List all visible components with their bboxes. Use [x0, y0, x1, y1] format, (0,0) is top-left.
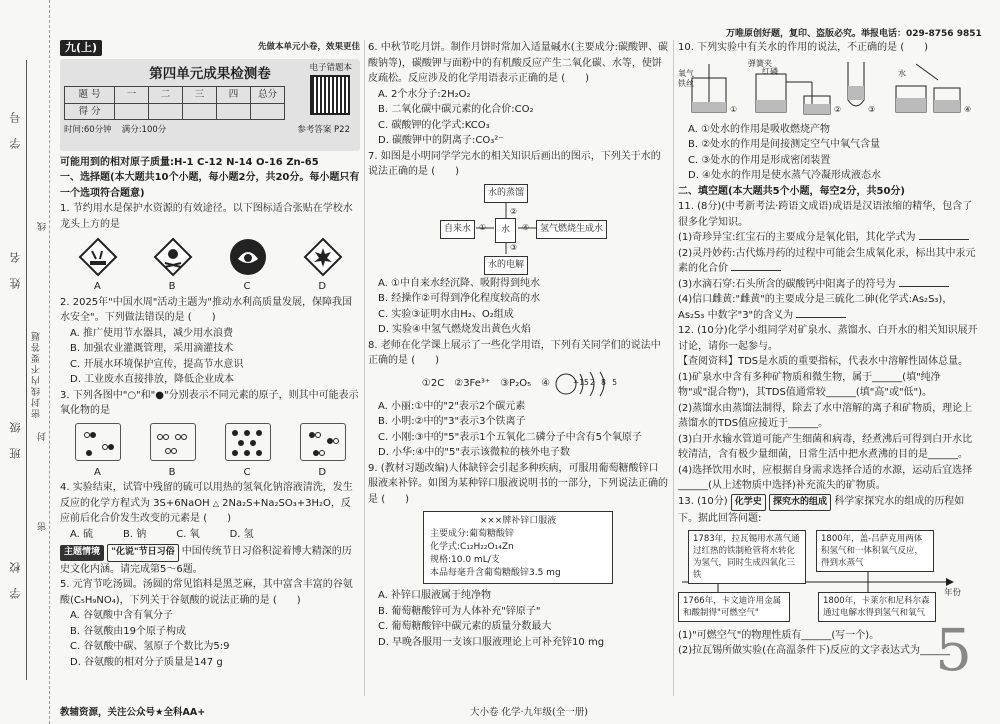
q9-option[interactable]: B. 葡萄糖酸锌可为人体补充"锌原子": [378, 605, 541, 617]
timeline-event: 1766年，卡文迪许用金属和酸制得"可燃空气": [678, 592, 790, 622]
q8-option[interactable]: C. 小刚:③中的"5"表示1个五氧化二磷分子中含有5个氧原子: [378, 431, 642, 443]
score-col: 一: [115, 87, 149, 104]
atom-shell-label: 2 8 5: [590, 377, 620, 387]
answer-blank[interactable]: [796, 308, 846, 318]
q5-option[interactable]: A. 谷氨酸中含有氧分子: [70, 610, 174, 621]
marker: ②: [834, 104, 842, 114]
label-xuehao: 学 号: [9, 110, 22, 149]
node-water: 水: [495, 218, 516, 244]
question-10: [678, 40, 978, 184]
q3-stem: 3. 下列各图中"○"和"●"分别表示不同元素的原子，则其中可能表示氧化物的是: [60, 389, 359, 416]
timeline-event: 1800年，卡莱尔和尼科尔森通过电解水得到氢气和氧气: [818, 592, 936, 622]
seal-warning: 密封线内不要答题: [32, 330, 42, 418]
exam-time: 时间:60分钟: [64, 125, 112, 135]
label-xingming: 姓 名: [9, 250, 22, 289]
molecule-diagram-d: [300, 423, 346, 461]
q13-tag-topic: 探究水的组成: [769, 494, 831, 512]
q8-formulas: ①2C ②3Fe³⁺ ③P₂O₅ ④: [421, 377, 551, 389]
node-tap-water: 自来水: [440, 220, 475, 240]
q2-option[interactable]: D. 工业废水直接排放，降低企业成本: [70, 374, 235, 385]
molecule-diagram-b: [150, 423, 196, 461]
q11-line: (1)奇珍异宝:红宝石的主要成分是氧化铝，其化学式为: [678, 230, 978, 246]
column-divider: [673, 40, 674, 696]
theme-block: [60, 544, 360, 577]
binding-margin: [0, 0, 50, 724]
score-cell[interactable]: [115, 103, 149, 120]
question-3: [60, 388, 360, 481]
timeline-event: 1783年，拉瓦锡用水蒸气通过红热的铁制枪管将水转化为氢气，同时生成四氧化三铁: [688, 530, 806, 584]
question-9: [368, 461, 668, 651]
label-line: 规格:10.0 mL/支: [430, 555, 500, 565]
marker: ①: [479, 222, 487, 232]
label-xuexiao: 学 校: [9, 560, 22, 599]
q10-option[interactable]: B. ②处水的作用是间接测定空气中氧气含量: [688, 139, 881, 150]
explosive-hazard-icon: [301, 235, 345, 279]
q1-option-letter[interactable]: B: [168, 281, 176, 292]
answer-paren[interactable]: ( ): [187, 312, 216, 323]
q12-line[interactable]: (3)白开水输水管道可能产生细菌和病毒，经煮沸后可得到白开水比较清洁，含有极少量细菌，日常生活中把水煮沸的目的是______。: [678, 433, 973, 460]
q7-option[interactable]: B. 经操作②可得到净化程度较高的水: [378, 293, 541, 304]
q1-stem: 1. 节约用水是保护水资源的有效途径。以下图标适合张贴在学校水龙头上方的是: [60, 203, 353, 230]
answer-paren[interactable]: ( ): [381, 493, 409, 505]
q13-tag-history: 化学史: [731, 494, 766, 512]
history-timeline: [678, 530, 978, 628]
q10-option[interactable]: C. ③处水的作用是形成密闭装置: [688, 154, 831, 166]
q3-option-letter[interactable]: D: [318, 466, 327, 478]
label-line: 主要成分:葡萄糖酸锌: [430, 529, 515, 539]
q2-option[interactable]: C. 开展水环境保护宣传，提高节水意识: [70, 358, 244, 370]
question-12: [678, 323, 978, 494]
exam-title: 第四单元成果检测卷: [149, 65, 271, 82]
question-5: [60, 577, 360, 670]
label-red-phosphorus: 红磷: [762, 66, 778, 76]
score-cell[interactable]: [251, 103, 285, 120]
q11-stem: 11. (8分)(中考新考法·跨语文成语)成语是汉语浓缩的精华，包含了很多化学知识。: [678, 201, 973, 228]
q2-stem: 2. 2025年"中国水周"活动主题为"推动水利高质量发展，保障我国水安全"。下列做法错误的是: [60, 296, 352, 323]
theme-tag: 主题情境: [60, 545, 104, 561]
seal-char-mi: 密: [38, 520, 48, 531]
q6-option[interactable]: C. 碳酸钾的化学式:KCO₃: [378, 119, 490, 131]
q7-stem: 7. 如图是小明同学学完水的相关知识后画出的图示，下列关于水的说法正确的是: [368, 150, 661, 177]
label-line: ×××牌补锌口服液: [479, 516, 557, 526]
q4-stem-2: 2Na₂S+Na₂SO₃+3H₂O，反应前后化合价发生改变的元素是: [60, 497, 351, 524]
q1-option-letter[interactable]: A: [93, 281, 101, 292]
footer-left: 教辅资源，关注公众号★全科AA+: [60, 707, 206, 718]
unit-badge: 九(上): [60, 40, 102, 56]
q1-option-letter[interactable]: C: [243, 281, 251, 292]
score-cell[interactable]: [149, 103, 183, 120]
q8-option[interactable]: B. 小明:②中的"3"表示3个铁离子: [378, 416, 526, 427]
q3-option-letter[interactable]: C: [243, 466, 251, 478]
question-6: [368, 40, 668, 149]
score-label: 得 分: [65, 103, 115, 120]
q7-option[interactable]: C. 实验③证明水由H₂、O₂组成: [378, 308, 514, 320]
marker: ④: [522, 222, 530, 232]
score-cell[interactable]: [217, 103, 251, 120]
q1-option-letter[interactable]: D: [318, 281, 327, 292]
q6-option[interactable]: D. 碳酸钾中的阴离子:CO₃²⁻: [378, 135, 504, 146]
q9-option[interactable]: A. 补锌口服液属于纯净物: [378, 590, 492, 601]
score-col: 总分: [251, 87, 285, 104]
footer-center: 大小卷 化学·九年级(全一册): [470, 707, 588, 718]
q10-option[interactable]: A. ①处水的作用是吸收燃烧产物: [688, 123, 830, 135]
answer-paren[interactable]: ( ): [900, 42, 929, 53]
answer-paren[interactable]: ( ): [561, 73, 589, 84]
node-distillation: 水的蒸馏: [484, 184, 528, 204]
marker: ③: [510, 242, 518, 252]
q12-line[interactable]: (4)选择饮用水时，应根据自身需求选择合适的水源，运动后宜选择______(从上述物质中选择)补充流失的矿物质。: [678, 464, 973, 491]
label-spring-clip: 弹簧夹: [748, 58, 772, 68]
qr-code-icon[interactable]: [310, 75, 350, 115]
q12-line[interactable]: (2)蒸馏水由蒸馏法制得，除去了水中溶解的离子和矿物质，理论上蒸馏水的TDS值应接近于______。: [678, 402, 973, 429]
seal-char-feng: 封: [38, 430, 48, 441]
copyright-notice: 万唯原创好题，复印、盗版必究。举报电话：029-8756 9851: [726, 29, 982, 39]
q11-line: (4)信口雌黄:"雌黄"的主要成分是三硫化二砷(化学式:As₂S₃)，As₂S₃ 中数字"3"的含义为: [678, 294, 953, 321]
label-banji: 班 级: [9, 420, 22, 459]
molecule-diagram-c: [225, 423, 271, 461]
marker: ④: [964, 104, 972, 114]
practice-tip: 先做本单元小卷，效果更佳: [257, 42, 360, 52]
q6-option[interactable]: A. 2个水分子:2H₂O₂: [378, 88, 471, 100]
label-water: 水: [898, 68, 906, 78]
question-4: 4. 实验结束，试管中残留的硫可以用热的氢氧化钠溶液清洗，发生反应的化学方程式为 3S+6NaOH △ 2Na₂S+Na₂SO₃+3H₂O，反应前后化合价发生改变的元素是 ( ) A. 硫 B. 钠 C. 氧 D. 氢: [60, 480, 360, 542]
answer-blank[interactable]: [899, 277, 949, 287]
molecule-diagram-a: [75, 423, 121, 461]
label-line: 本品每毫升含葡萄糖酸锌3.5 mg: [430, 568, 561, 578]
answer-ref: 参考答案 P22: [297, 125, 350, 135]
answer-paren[interactable]: ( ): [411, 355, 439, 366]
q9-option[interactable]: D. 早晚各服用一支该口服液理论上可补充锌10 mg: [378, 636, 605, 648]
q12-line[interactable]: (1)矿泉水中含有多种矿物质和微生物，属于______(填"纯净物"或"混合物")，其TDS值通常较______(填"高"或"低")。: [678, 371, 941, 398]
qr-label: 电子错题本: [309, 62, 352, 73]
question-13: [678, 494, 978, 659]
column-divider: [364, 40, 365, 696]
q5-stem: 5. 元宵节吃汤圆。汤圆的常见馅料是黑芝麻，其中富含丰富的谷氨酸(C₅H₉NO₄)，下列关于谷氨酸的说法正确的是: [60, 579, 353, 606]
product-label: [423, 511, 613, 584]
score-col: 三: [183, 87, 217, 104]
label-oxygen: 氧气: [678, 68, 694, 78]
q11-line: (3)水滴石穿:石头所含的碳酸钙中阳离子的符号为: [678, 277, 978, 293]
column-3: [678, 40, 978, 659]
q3-option-letter[interactable]: A: [93, 466, 101, 478]
water-saving-icon: [226, 235, 270, 279]
answer-blank[interactable]: [731, 261, 781, 271]
experiment-apparatus: [678, 56, 978, 122]
corrosive-hazard-icon: [76, 235, 120, 279]
theme-name: "化说"节日习俗: [107, 544, 178, 562]
column-2: [368, 40, 668, 650]
axis-label-year: 年份: [944, 587, 962, 598]
q10-option[interactable]: D. ④处水的作用是使水蒸气冷凝形成液态水: [688, 170, 882, 181]
question-8: [368, 338, 668, 461]
score-table: [64, 86, 285, 120]
q8-option[interactable]: A. 小丽:①中的"2"表示2个碳元素: [378, 400, 526, 412]
q6-stem: 6. 中秋节吃月饼。制作月饼时常加入适量碱水(主要成分:碳酸钾、碳酸钠等)，碳酸钾与面粉中的有机酸反应产生二氧化碳、水等，使饼皮疏松。反应涉及的化学用语表示正确的是: [368, 42, 668, 84]
q5-option[interactable]: D. 谷氨酸的相对分子质量是147 g: [70, 656, 223, 668]
marker: ①: [730, 104, 738, 114]
q13-stem-post: 科学家探究水的组成的历程如下。据此回答问题:: [678, 495, 965, 524]
q2-option[interactable]: B. 加强农业灌溉管理，采用滴灌技术: [70, 343, 234, 354]
seal-char-xian: 线: [38, 220, 48, 231]
toxic-hazard-icon: [151, 235, 195, 279]
q3-option-letter[interactable]: B: [168, 466, 176, 478]
answer-paren[interactable]: ( ): [203, 513, 231, 524]
q7-option[interactable]: D. 实验④中氢气燃烧发出黄色火焰: [378, 324, 532, 335]
q9-option[interactable]: C. 葡萄糖酸锌中碳元素的质量分数最大: [378, 621, 552, 632]
answer-blank[interactable]: [919, 230, 969, 240]
score-col: 二: [149, 87, 183, 104]
q4-options[interactable]: A. 硫 B. 钠 C. 氧 D. 氢: [70, 528, 254, 540]
q8-option[interactable]: D. 小华:④中的"5"表示该微粒的核外电子数: [378, 447, 570, 458]
node-hydrogen-combustion: 氢气燃烧生成水: [536, 220, 607, 240]
score-col: 四: [217, 87, 251, 104]
page-number: 5: [935, 616, 972, 684]
section-2-heading: 二、填空题(本大题共5个小题，每空2分，共50分): [678, 185, 905, 197]
label-line: 化学式:C₁₂H₂₂O₁₄Zn: [430, 542, 514, 552]
section-1-heading: 一、选择题(本大题共10个小题，每小题2分，共20分。每小题只有一个选项符合题意): [60, 172, 360, 199]
answer-paren[interactable]: ( ): [272, 594, 301, 606]
q12-stem: 12. (10分)化学小组同学对矿泉水、蒸馏水、白开水的相关知识展开讨论，请你一起参与。: [678, 325, 978, 352]
q9-stem: 9. (教材习题改编)人体缺锌会引起多种疾病，可服用葡萄糖酸锌口服液来补锌。如图为某种锌口服液说明书的一部分，下列说法正确的是: [368, 462, 668, 505]
q12-line: 【查阅资料】TDS是水质的重要指标，代表水中溶解性固体总量。: [678, 356, 969, 367]
column-1: [60, 40, 360, 670]
q2-option[interactable]: A. 推广使用节水器具，减少用水浪费: [70, 327, 234, 339]
marker: ②: [510, 206, 518, 216]
q11-line: (2)灵丹妙药:古代炼丹药的过程中可能会生成氧化汞，标出其中汞元素的化合价: [678, 247, 976, 274]
water-knowledge-diagram: [368, 182, 668, 274]
answer-paren[interactable]: ( ): [431, 166, 459, 177]
timeline-event: 1800年，盖-吕萨克用两体积氢气和一体积氧气反应，得到水蒸气: [816, 530, 934, 572]
q13-line[interactable]: (2)拉瓦锡所做实验(在高温条件下)反应的文字表达式为______: [678, 645, 950, 656]
question-11: [678, 199, 978, 323]
question-7: [368, 149, 668, 338]
question-2: [60, 295, 360, 388]
exam-total: 满分:100分: [121, 125, 167, 135]
binding-line: [26, 60, 27, 680]
q6-option[interactable]: B. 二氧化碳中碳元素的化合价:CO₂: [378, 104, 534, 115]
theme-desc: 中国传统节日习俗积淀着博大精深的历史文化内涵。请完成第5～6题。: [60, 546, 352, 575]
node-electrolysis: 水的电解: [484, 256, 528, 276]
score-cell[interactable]: [183, 103, 217, 120]
question-1: [60, 201, 360, 295]
q7-option[interactable]: A. ①中自来水经沉降、吸附得到纯水: [378, 277, 540, 289]
q10-stem: 10. 下列实验中有关水的作用的说法，不正确的是: [678, 42, 898, 53]
marker: ③: [868, 104, 876, 114]
q8-stem: 8. 老师在化学课上展示了一些化学用语，下列有关同学们的说法中正确的是: [368, 339, 661, 366]
atomic-masses: 可能用到的相对原子质量:H-1 C-12 N-14 O-16 Zn-65: [60, 156, 319, 168]
score-row-label: 题 号: [65, 87, 115, 104]
q4-stem-1: 4. 实验结束，试管中残留的硫可以用热的氢氧化钠溶液清洗，发生反应的化学方程式为 3S+6NaOH: [60, 482, 353, 509]
atom-nucleus-label: +15: [573, 377, 589, 387]
q13-stem-pre: 13. (10分): [678, 495, 728, 507]
q5-option[interactable]: C. 谷氨酸中碳、氢原子个数比为5:9: [70, 641, 230, 652]
q13-line[interactable]: (1)"可燃空气"的物理性质有______(写一个)。: [678, 629, 880, 641]
q5-option[interactable]: B. 谷氨酸由19个原子构成: [70, 625, 186, 637]
label-iron-wire: 铁丝: [678, 78, 694, 88]
